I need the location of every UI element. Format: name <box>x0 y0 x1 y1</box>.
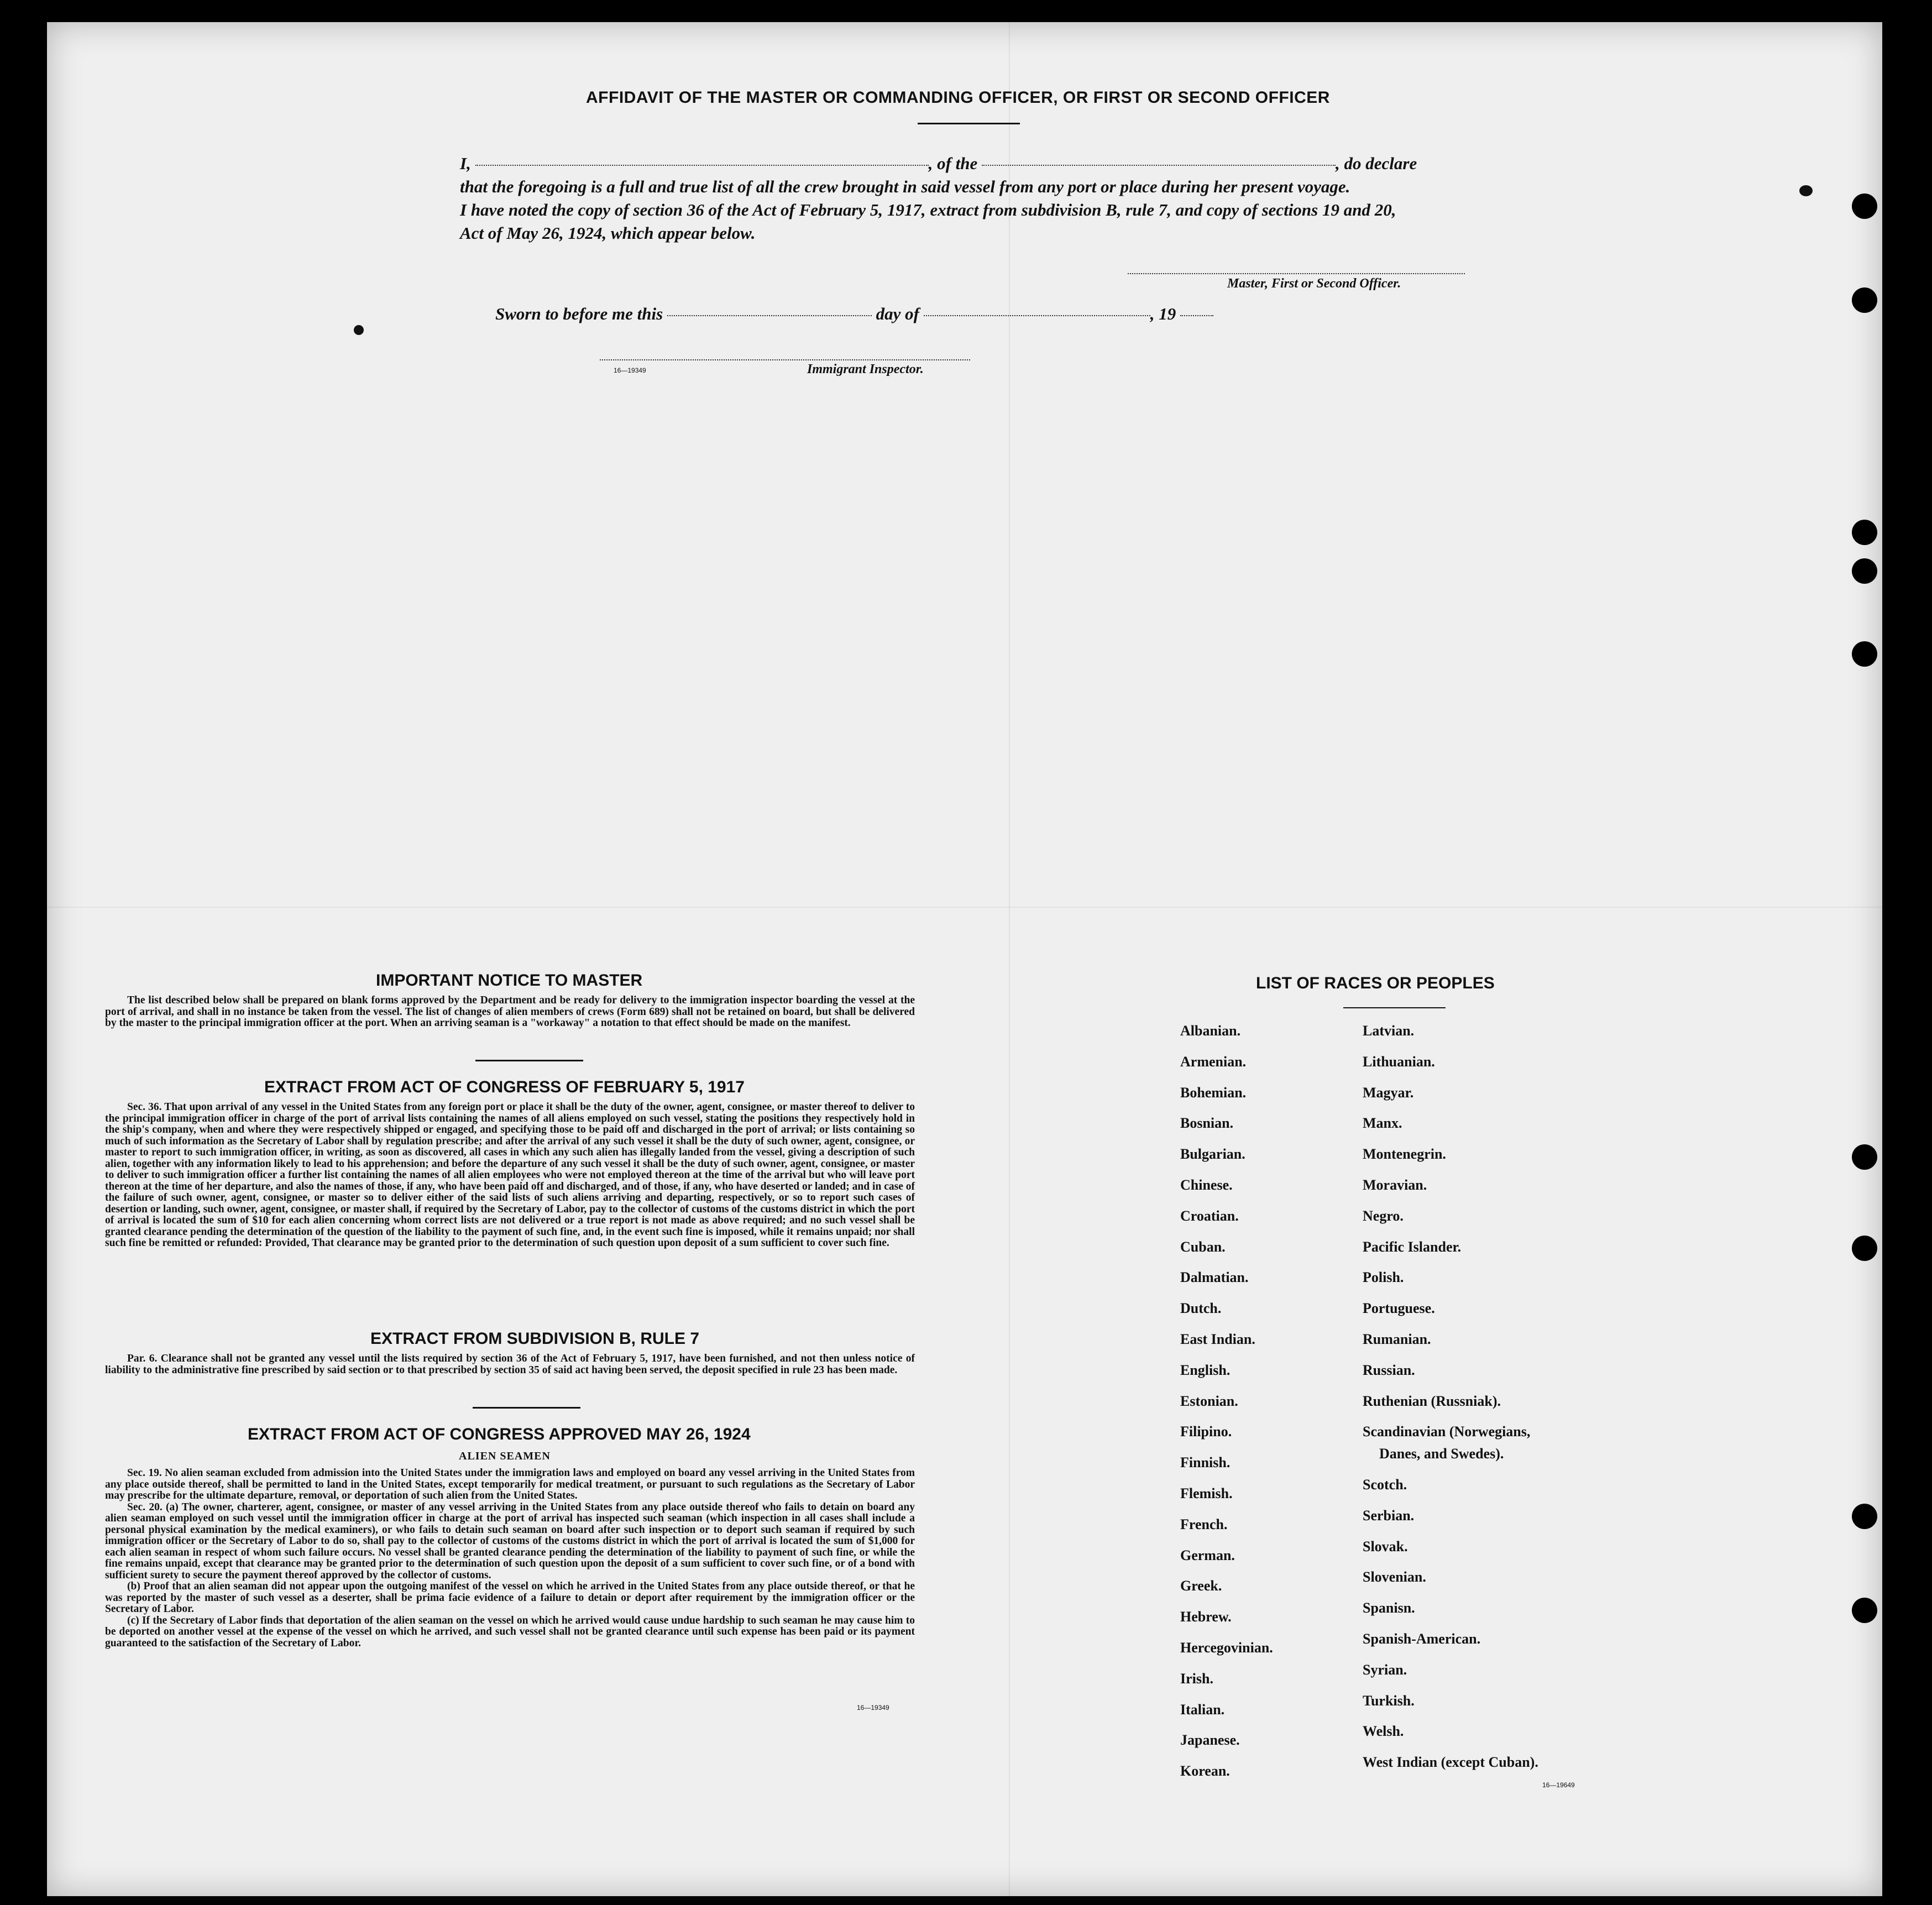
race-item: West Indian (except Cuban). <box>1363 1754 1538 1771</box>
race-item: Syrian. <box>1363 1661 1407 1678</box>
ink-speck <box>354 325 364 335</box>
declarant-i: I, <box>460 154 471 173</box>
race-item: German. <box>1180 1547 1235 1563</box>
race-item: Italian. <box>1180 1701 1225 1718</box>
race-item: Korean. <box>1180 1763 1230 1780</box>
race-item: Turkish. <box>1363 1692 1415 1709</box>
inspector-label: Immigrant Inspector. <box>807 362 924 376</box>
notice-title: IMPORTANT NOTICE TO MASTER <box>376 971 643 990</box>
inspector-signature-field[interactable] <box>600 359 970 360</box>
race-item: Dutch. <box>1180 1300 1222 1317</box>
race-item: Pacific Islander. <box>1363 1238 1462 1255</box>
race-item: Greek. <box>1180 1578 1222 1594</box>
punch-hole <box>1852 1236 1877 1261</box>
do-declare-label: , do declare <box>1336 154 1417 173</box>
section-20a-paragraph: Sec. 20. (a) The owner, charterer, agent, consignee, or master of any vessel arriving in the United States from any place outside thereof who fails to detain on board any alien seaman employed on such vessel until the immigration officer in charge at the port of arrival has inspected such seaman (which inspection in all cases shall include a personal physical examination by the medical examiners), or who fails to detain such seaman on board after such inspection or to deport such seaman if required by such immigration officer or the Secretary of Labor to do so, shall pay to the collector of customs of the customs district in which the port of arrival is located the sum of $1,000 for each alien seaman in respect of whom such failure occurs. No vessel shall be granted clearance pending the determination of the liability to payment of such fine, or while the fine remains unpaid, except that clearance may be granted prior to the determination of such question upon the deposit of a sum sufficient to cover such fine, or of a bond with sufficient surety to secure the payment thereof approved by the collector of customs. <box>105 1501 915 1581</box>
race-item: Negro. <box>1363 1207 1404 1224</box>
race-item: Russian. <box>1363 1362 1415 1378</box>
extract-1924-text <box>105 1468 915 1649</box>
affidavit-line-3: I have noted the copy of section 36 of the Act of February 5, 1917, extract from subdivision B, rule 7, and copy of sections 19 and 20, <box>460 200 1396 219</box>
section-19-paragraph: Sec. 19. No alien seaman excluded from admission into the United States under the immigration laws and employed on board any vessel arriving in the United States from any place outside thereof, shall be permitted to land in the United States, except temporarily for medical treatment, or pursuant to such regulations as the Secretary of Labor may prescribe for the ultimate departure, removal, or deportation of such alien from the United States. <box>105 1467 915 1501</box>
punch-hole <box>1852 1504 1877 1529</box>
signature-label: Master, First or Second Officer. <box>1227 276 1401 291</box>
race-item: Magyar. <box>1363 1084 1414 1101</box>
race-item: Finnish. <box>1180 1454 1231 1471</box>
notice-text <box>105 995 915 1029</box>
section-36-paragraph: Sec. 36. That upon arrival of any vessel in the United States from any foreign port or place it shall be the duty of the owner, agent, consignee, or master thereof to deliver to the principal immigration officer in charge of the port of arrival lists containing the names of all aliens employed on such vessel, stating the positions they respectively hold in the ship's company, when and where they were respectively shipped or engaged, and specifying those to be paid off and discharged in the port of arrival; or lists containing so much of such information as the Secretary of Labor shall by regulation prescribe; and after the arrival of any such vessel it shall be the duty of such owner, agent, consignee, or master to report to such immigration officer, in writing, as soon as discovered, all cases in which any such alien has illegally landed from the vessel, giving a description of such alien, together with any information likely to lead to his apprehension; and before the departure of any such vessel it shall be the duty of such owner, agent, consignee, or master to deliver to such immigration officer a further list containing the names of all alien employees who were not employed thereon at the time of the arrival but who will leave port thereon at the time of her departure, and also the names of those, if any, who have been paid off and discharged, and of those, if any, who have deserted or landed; and in case of the failure of such owner, agent, consignee, or master so to deliver either of the said lists of such aliens arriving and departing, respectively, or so to report such cases of desertion or landing, such owner, agent, consignee, or master shall, if required by the Secretary of Labor, pay to the collector of customs of the customs district in which the port of arrival is located the sum of $10 for each alien concerning whom correct lists are not delivered or a true report is not made as above required; and no such vessel shall be granted clearance pending the determination of the question of the liability to the payment of such fine, and, in the event such fine is imposed, while it remains unpaid; nor shall such fine be remitted or refunded: Provided, That clearance may be granted prior to the determination of such question upon deposit of a sum sufficient to cover such fine. <box>105 1101 915 1249</box>
race-item: Spanisn. <box>1363 1600 1415 1616</box>
paragraph-6: Par. 6. Clearance shall not be granted any vessel until the lists required by section 36 of the Act of February 5, 1917, have been furnished, and not then unless notice of liability to the administrative fine prescribed by said section or to that prescribed by section 35 of said act having been served, the deposit specified in rule 23 has been made. <box>105 1353 915 1376</box>
race-item: Moravian. <box>1363 1176 1427 1193</box>
affidavit-line-2: that the foregoing is a full and true list of all the crew brought in said vessel from any port or place during her present voyage. <box>460 177 1350 196</box>
race-item: Lithuanian. <box>1363 1053 1435 1070</box>
race-item: Filipino. <box>1180 1423 1232 1440</box>
of-the-label: , of the <box>928 154 978 173</box>
divider <box>475 1060 583 1061</box>
race-item: Slovenian. <box>1363 1569 1426 1585</box>
races-left-column <box>1180 1023 1273 1794</box>
race-item: Dalmatian. <box>1180 1269 1249 1286</box>
race-item: Estonian. <box>1180 1393 1238 1409</box>
race-item: Japanese. <box>1180 1732 1240 1749</box>
affidavit-title: AFFIDAVIT OF THE MASTER OR COMMANDING OFFICER, OR FIRST OR SECOND OFFICER <box>586 88 1330 107</box>
sworn-day-field[interactable] <box>667 315 872 316</box>
races-title: LIST OF RACES OR PEOPLES <box>1256 974 1495 992</box>
day-of-label: day of <box>876 304 919 323</box>
race-item: Cuban. <box>1180 1238 1226 1255</box>
form-number: 16—19349 <box>614 367 646 374</box>
form-number: 16—19649 <box>1542 1781 1575 1789</box>
punch-hole <box>1852 1598 1877 1623</box>
form-number: 16—19349 <box>857 1704 889 1712</box>
sworn-label: Sworn to before me this <box>495 304 663 323</box>
ink-speck <box>1799 185 1813 196</box>
races-title-underline <box>1343 1007 1446 1008</box>
vessel-name-field[interactable] <box>982 165 1336 166</box>
section-20c-paragraph: (c) If the Secretary of Labor finds that deportation of the alien seaman on the vessel on which he arrived would cause undue hardship to such seaman he may cause him to be deported on another vessel at the expense of the vessel on which he arrived, and such vessel shall not be granted clearance until such expense has been paid or its payment guaranteed to the satisfaction of the Secretary of Labor. <box>105 1614 915 1649</box>
race-item: Flemish. <box>1180 1485 1233 1501</box>
fold-line-horizontal <box>47 907 1882 908</box>
race-item: Irish. <box>1180 1670 1213 1687</box>
sworn-year-field[interactable] <box>1180 315 1213 316</box>
race-item: French. <box>1180 1516 1228 1532</box>
year-label: , 19 <box>1150 304 1176 323</box>
race-item: Scandinavian (Norwegians, <box>1363 1423 1531 1440</box>
race-item: Bosnian. <box>1180 1115 1234 1132</box>
race-item: Latvian. <box>1363 1023 1415 1039</box>
race-item: Bohemian. <box>1180 1084 1247 1101</box>
race-item: Manx. <box>1363 1115 1402 1132</box>
declaration-line <box>460 154 1417 174</box>
punch-hole <box>1852 641 1877 667</box>
fold-line-vertical <box>1009 22 1010 1896</box>
rule-7-title: EXTRACT FROM SUBDIVISION B, RULE 7 <box>370 1330 700 1348</box>
extract-1917-title: EXTRACT FROM ACT OF CONGRESS OF FEBRUARY 5, 1917 <box>264 1078 745 1096</box>
title-underline <box>918 123 1020 124</box>
notice-paragraph: The list described below shall be prepared on blank forms approved by the Department and be ready for delivery to the immigration inspector boarding the vessel at the port of arrival, and shall in no instance be taken from the vessel. The list of changes of alien members of crews (Form 689) shall not be retained on board, but shall be delivered by the master to the principal immigration officer at the port. When an arriving seaman is a "workaway" a notation to that effect should be made on the manifest. <box>105 995 915 1029</box>
sworn-month-field[interactable] <box>924 315 1150 316</box>
extract-1917-text <box>105 1102 915 1249</box>
race-item: Albanian. <box>1180 1023 1241 1039</box>
race-item: Hercegovinian. <box>1180 1639 1273 1656</box>
race-item: Welsh. <box>1363 1723 1404 1740</box>
race-item: Chinese. <box>1180 1176 1233 1193</box>
punch-hole <box>1852 558 1877 584</box>
affidavit-line-4: Act of May 26, 1924, which appear below. <box>460 223 756 243</box>
sworn-line <box>495 304 1213 324</box>
race-item: Bulgarian. <box>1180 1146 1245 1163</box>
punch-hole <box>1852 193 1877 219</box>
divider <box>473 1407 580 1409</box>
punch-hole <box>1852 520 1877 545</box>
race-item: Ruthenian (Russniak). <box>1363 1393 1501 1409</box>
race-item: Croatian. <box>1180 1207 1239 1224</box>
alien-seamen-subtitle: ALIEN SEAMEN <box>459 1450 551 1462</box>
rule-7-text <box>105 1353 915 1376</box>
punch-hole <box>1852 1144 1877 1170</box>
declarant-name-field[interactable] <box>475 165 929 166</box>
races-right-column <box>1363 1023 1538 1785</box>
race-item: Spanish-American. <box>1363 1630 1481 1647</box>
section-20b-paragraph: (b) Proof that an alien seaman did not appear upon the outgoing manifest of the vessel on which he arrived in the United States from any place outside thereof, or that he was reported by the master of such vessel as a deserter, shall be prima facie evidence of a failure to detain or deport after requirement by the immigration officer or the Secretary of Labor. <box>105 1580 915 1615</box>
race-item: East Indian. <box>1180 1331 1255 1347</box>
race-item: Armenian. <box>1180 1053 1247 1070</box>
race-item: Montenegrin. <box>1363 1146 1446 1163</box>
signature-field[interactable] <box>1128 273 1465 274</box>
extract-1924-title: EXTRACT FROM ACT OF CONGRESS APPROVED MAY 26, 1924 <box>248 1425 751 1443</box>
race-item: Hebrew. <box>1180 1609 1232 1625</box>
race-item: English. <box>1180 1362 1231 1378</box>
race-item: Serbian. <box>1363 1507 1415 1524</box>
race-item: Rumanian. <box>1363 1331 1431 1347</box>
race-item: Portuguese. <box>1363 1300 1435 1317</box>
race-item: Polish. <box>1363 1269 1404 1286</box>
race-item: Slovak. <box>1363 1538 1408 1555</box>
race-item: Danes, and Swedes). <box>1379 1446 1504 1462</box>
punch-hole <box>1852 287 1877 313</box>
race-item: Scotch. <box>1363 1476 1407 1493</box>
